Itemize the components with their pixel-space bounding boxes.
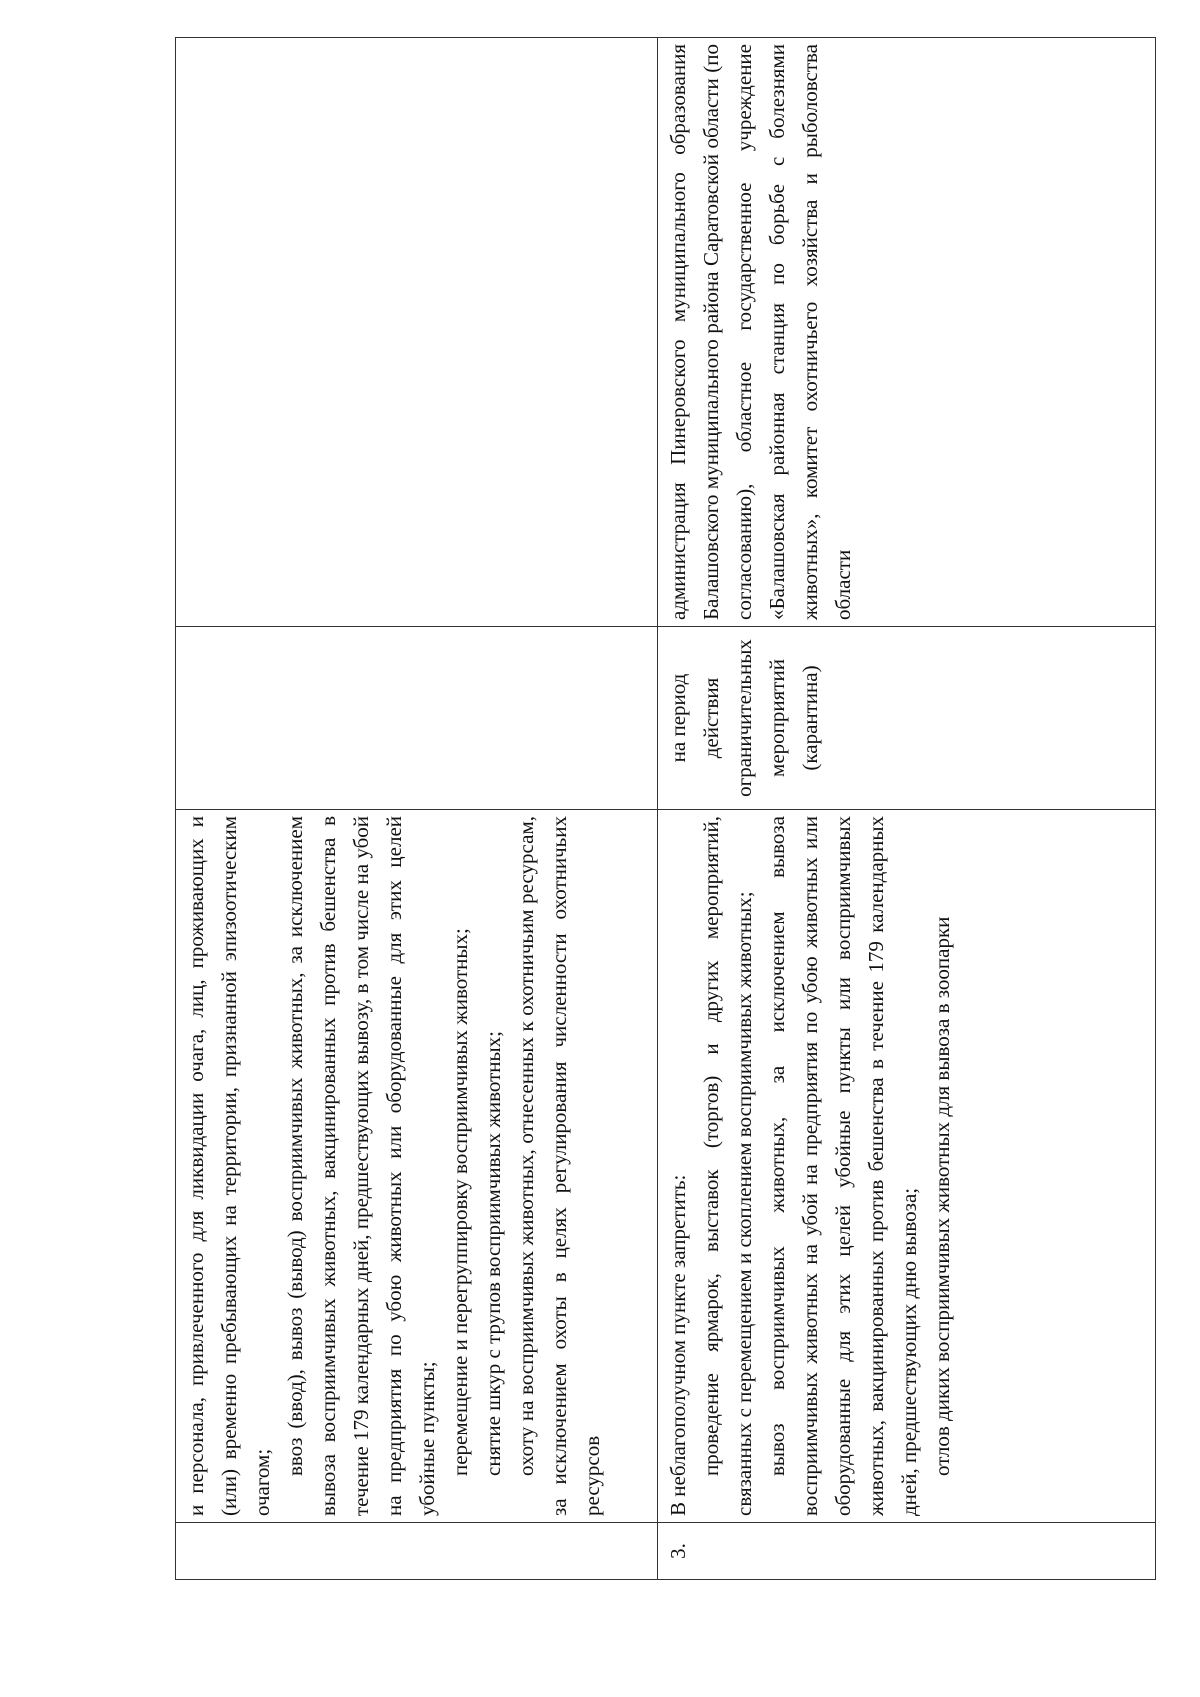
action-text: отлов диких восприимчивых животных для вывоза в зоопарки xyxy=(930,916,954,1476)
action-text: охоту на восприимчивых животных, отнесенных к охотничьим ресурсам, за исключением охоты в целях регулирования численности охотничьих ресурсов xyxy=(514,816,604,1516)
rotated-table-wrapper xyxy=(175,44,1155,1580)
action-text: перемещение и перегруппировку восприимчивых животных; xyxy=(448,928,472,1476)
action-text: В неблагополучном пункте запретить: xyxy=(666,1174,690,1516)
period-cell xyxy=(176,627,658,810)
action-text: проведение ярмарок, выставок (торгов) и других мероприятий, связанных с перемещением и скоплением восприимчивых животных; xyxy=(699,816,756,1516)
action-text: снятие шкур с трупов восприимчивых животных; xyxy=(481,1031,505,1476)
actions-cell xyxy=(176,810,658,1523)
table-row xyxy=(176,38,658,1580)
table-row xyxy=(658,38,1156,1580)
action-text: и персонала, привлеченного для ликвидации очага, лиц, проживающих и (или) временно пребывающих на территории, признанной эпизоотическим очагом; xyxy=(184,816,274,1516)
actions-cell xyxy=(658,810,1156,1523)
row-number-cell xyxy=(176,1523,658,1580)
responsible-cell xyxy=(176,38,658,627)
period-cell xyxy=(658,627,1156,810)
action-text: ввоз (ввод), вывоз (вывод) восприимчивых животных, за исключением вывоза восприимчивых животных, вакцинированных против бешенства в течение 179 календарных дней, предшествующих вывозу, в том числе на убой на предприятия по убою животных или оборудованные для этих целей убойные пункты; xyxy=(283,816,439,1516)
responsible-text: администрация Пинеровского муниципального образования Балашовского муниципального района Саратовской области (по согласованию), областное государственное учреждение «Балашовская районная станция по борьбе с болезнями животных», комитет охотничьего хозяйства и рыболовства области xyxy=(666,44,855,620)
period-text: на период действия ограничительных мероприятий (карантина) xyxy=(666,639,822,797)
row-number-cell: 3. xyxy=(658,1523,1156,1580)
measures-table xyxy=(175,37,1156,1580)
action-text: вывоз восприимчивых животных, за исключением вывоза восприимчивых животных на убой на предприятия по убою животных или оборудованные для этих целей убойные пункты или восприимчивых животных, вакцинированных против бешенства в течение 179 календарных дней, предшествующих дню вывоза; xyxy=(765,816,921,1516)
responsible-cell xyxy=(658,38,1156,627)
